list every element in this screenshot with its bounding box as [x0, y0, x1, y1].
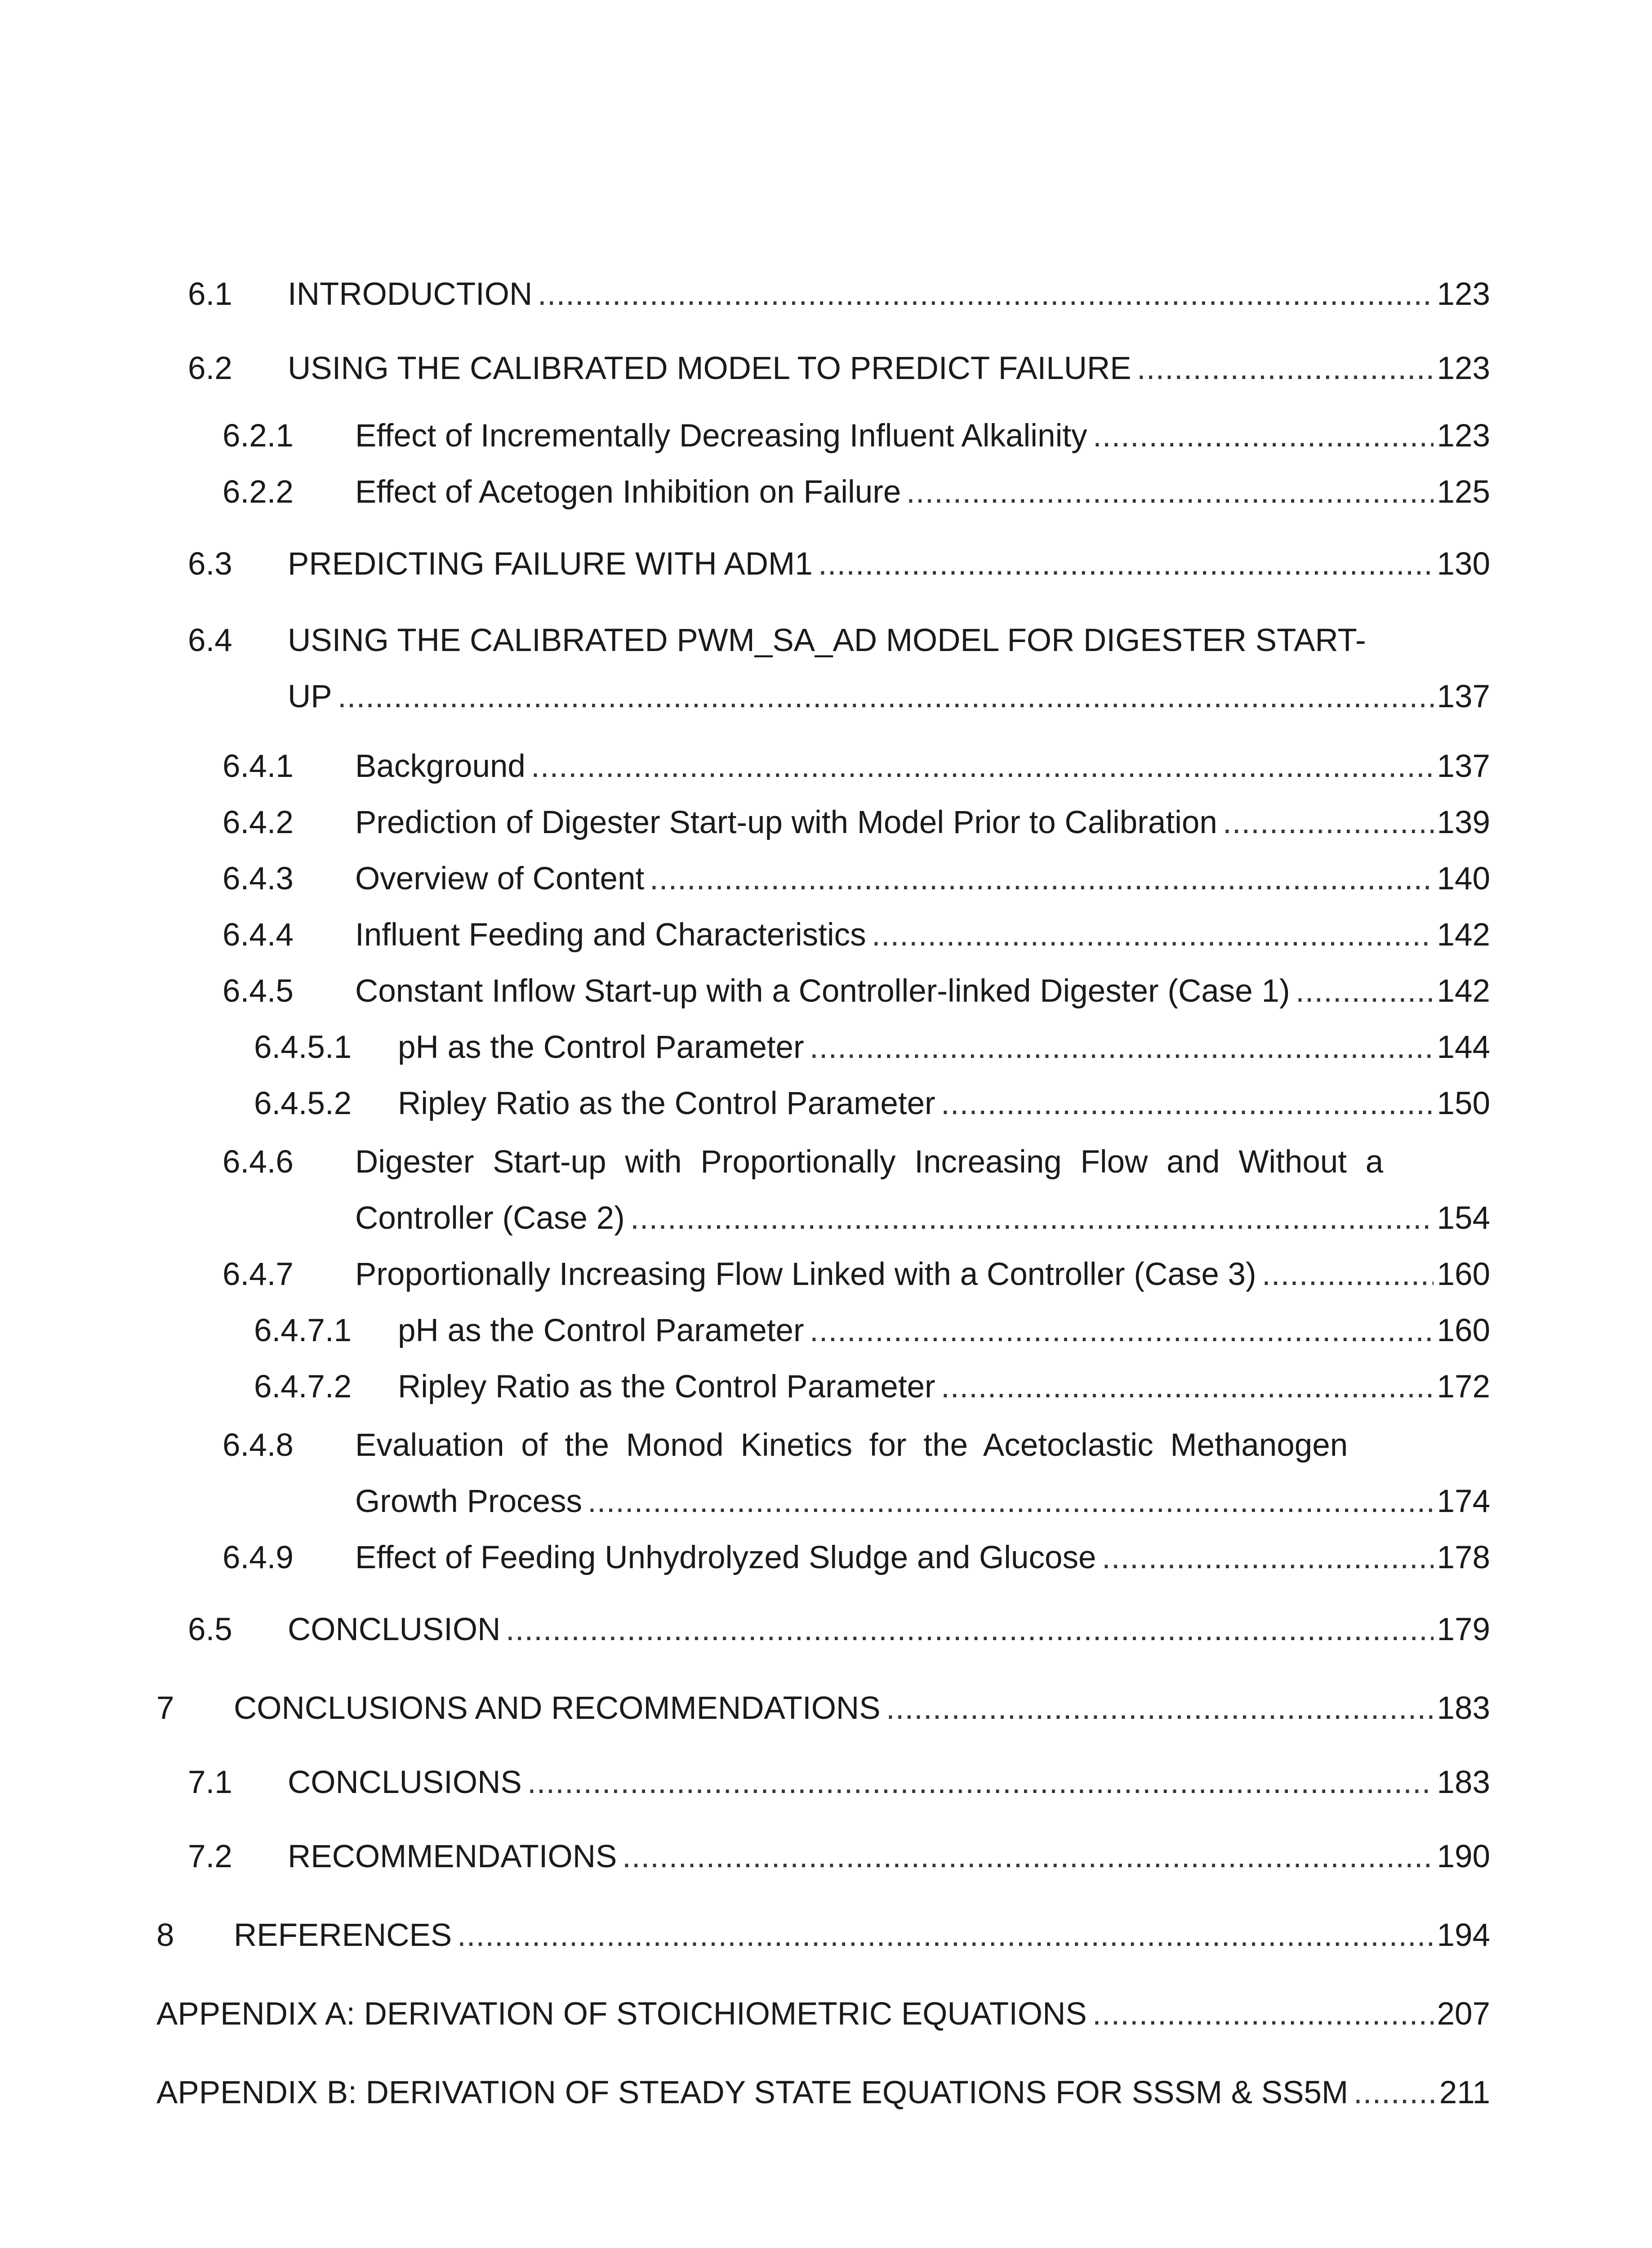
chapter-title: CONCLUSIONS AND RECOMMENDATIONS: [234, 1690, 881, 1726]
leader-dots: [531, 742, 1434, 791]
toc-entry[interactable]: [0, 468, 1652, 517]
leader-dots: [622, 1832, 1434, 1882]
leader-dots: [1102, 1533, 1434, 1583]
page-number: 137: [1437, 749, 1490, 784]
page-number: 150: [1437, 1086, 1490, 1121]
section-title: INTRODUCTION: [288, 277, 533, 312]
section-number: 6.2.1: [223, 418, 294, 454]
toc-entry[interactable]: [0, 1533, 1652, 1583]
section-title: Effect of Feeding Unhydrolyzed Sludge and Glucose: [355, 1540, 1096, 1575]
section-number: 6.2: [188, 351, 232, 386]
section-title: Effect of Incrementally Decreasing Influent Alkalinity: [355, 418, 1087, 454]
page-number: 154: [1437, 1200, 1490, 1236]
section-number: 6.4.5.2: [254, 1086, 352, 1121]
section-title: pH as the Control Parameter: [398, 1313, 804, 1348]
section-number: 6.4.2: [223, 805, 294, 840]
section-number: 6.2.2: [223, 474, 294, 510]
toc-entry[interactable]: [0, 1605, 1652, 1655]
section-number: 6.5: [188, 1612, 232, 1647]
page-number: 160: [1437, 1313, 1490, 1348]
appendix-title: APPENDIX A: DERIVATION OF STOICHIOMETRIC EQUATIONS: [156, 1996, 1087, 2032]
leader-dots: [538, 270, 1434, 319]
toc-entry[interactable]: [0, 1306, 1652, 1356]
toc-entry[interactable]: [0, 1079, 1652, 1128]
leader-dots: [457, 1911, 1434, 1960]
leader-dots: [872, 910, 1434, 960]
toc-entry[interactable]: [0, 1684, 1652, 1733]
section-title: Effect of Acetogen Inhibition on Failure: [355, 474, 901, 510]
section-title: Background: [355, 749, 525, 784]
leader-dots: [588, 1477, 1434, 1526]
section-title: Overview of Content: [355, 861, 645, 897]
toc-entry[interactable]: [0, 1911, 1652, 1960]
page-number: 123: [1437, 277, 1490, 312]
page-number: 144: [1437, 1030, 1490, 1065]
section-number: 6.4: [188, 623, 232, 658]
section-number: 6.4.7.1: [254, 1313, 352, 1348]
page-number: 172: [1437, 1369, 1490, 1405]
leader-dots: [1137, 344, 1434, 393]
toc-entry[interactable]: [0, 910, 1652, 960]
toc-entry-continuation[interactable]: [0, 672, 1652, 722]
page-number: 142: [1437, 917, 1490, 953]
toc-entry[interactable]: [0, 270, 1652, 319]
page-number: 190: [1437, 1839, 1490, 1874]
toc-entry-continuation[interactable]: [0, 1194, 1652, 1243]
section-title-line1: Evaluation of the Monod Kinetics for the Acetoclastic Methanogen: [355, 1427, 1348, 1463]
section-number: 6.4.4: [223, 917, 294, 953]
page-number: 194: [1437, 1918, 1490, 1953]
toc-entry[interactable]: [0, 1832, 1652, 1882]
toc-entry[interactable]: [0, 1250, 1652, 1299]
section-number: 6.4.5.1: [254, 1030, 352, 1065]
section-title-line1: Digester Start-up with Proportionally Increasing Flow and Without a: [355, 1144, 1384, 1180]
page-number: 179: [1437, 1612, 1490, 1647]
toc-entry[interactable]: [0, 854, 1652, 904]
page-number: 207: [1437, 1996, 1490, 2032]
section-title-line1: USING THE CALIBRATED PWM_SA_AD MODEL FOR DIGESTER START-: [288, 623, 1366, 658]
page-number: 125: [1437, 474, 1490, 510]
page-number: 139: [1437, 805, 1490, 840]
leader-dots: [1092, 1989, 1434, 2039]
section-title: Prediction of Digester Start-up with Model Prior to Calibration: [355, 805, 1217, 840]
appendix-title: APPENDIX B: DERIVATION OF STEADY STATE EQUATIONS FOR SSSM & SS5M: [156, 2075, 1349, 2110]
section-number: 6.4.6: [223, 1144, 294, 1180]
section-title: Ripley Ratio as the Control Parameter: [398, 1086, 935, 1121]
toc-entry[interactable]: [0, 798, 1652, 847]
section-number: 6.1: [188, 277, 232, 312]
leader-dots: [1223, 798, 1434, 847]
page-number: 123: [1437, 418, 1490, 454]
leader-dots: [650, 854, 1434, 904]
section-title: Proportionally Increasing Flow Linked with a Controller (Case 3): [355, 1257, 1256, 1292]
toc-entry[interactable]: [0, 967, 1652, 1016]
toc-entry[interactable]: [0, 1421, 1652, 1470]
toc-entry[interactable]: [0, 1758, 1652, 1807]
section-number: 7.1: [188, 1765, 232, 1800]
section-title: Ripley Ratio as the Control Parameter: [398, 1369, 935, 1405]
section-title: RECOMMENDATIONS: [288, 1839, 617, 1874]
leader-dots: [1262, 1250, 1434, 1299]
section-number: 6.4.8: [223, 1427, 294, 1463]
toc-entry[interactable]: [0, 344, 1652, 393]
section-number: 6.4.7: [223, 1257, 294, 1292]
chapter-title: REFERENCES: [234, 1918, 452, 1953]
page-number: 137: [1437, 679, 1490, 714]
page-number: 140: [1437, 861, 1490, 897]
page-number: 123: [1437, 351, 1490, 386]
leader-dots: [810, 1023, 1434, 1072]
section-title: pH as the Control Parameter: [398, 1030, 804, 1065]
section-title: Influent Feeding and Characteristics: [355, 917, 866, 953]
toc-entry[interactable]: [0, 1137, 1652, 1187]
page-number: 211: [1439, 2075, 1490, 2110]
section-title: PREDICTING FAILURE WITH ADM1: [288, 546, 813, 582]
section-title: USING THE CALIBRATED MODEL TO PREDICT FAILURE: [288, 351, 1131, 386]
page-number: 130: [1437, 546, 1490, 582]
section-number: 6.4.9: [223, 1540, 294, 1575]
toc-entry[interactable]: [0, 1362, 1652, 1412]
toc-entry[interactable]: [0, 616, 1652, 665]
page-number: 183: [1437, 1765, 1490, 1800]
leader-dots: [941, 1079, 1434, 1128]
toc-entry[interactable]: [0, 2068, 1652, 2118]
section-title: CONCLUSIONS: [288, 1765, 522, 1800]
section-number: 6.4.1: [223, 749, 294, 784]
toc-entry[interactable]: [0, 742, 1652, 791]
section-title: Constant Inflow Start-up with a Controller-linked Digester (Case 1): [355, 973, 1290, 1009]
toc-entry[interactable]: [0, 540, 1652, 589]
section-title: CONCLUSION: [288, 1612, 501, 1647]
page-number: 142: [1437, 973, 1490, 1009]
leader-dots: [506, 1605, 1434, 1655]
leader-dots: [818, 540, 1434, 589]
leader-dots: [941, 1362, 1434, 1412]
section-number: 6.4.3: [223, 861, 294, 897]
page-number: 178: [1437, 1540, 1490, 1575]
leader-dots: [338, 672, 1434, 722]
chapter-number: 8: [156, 1918, 174, 1953]
leader-dots: [1093, 411, 1434, 461]
section-number: 7.2: [188, 1839, 232, 1874]
leader-dots: [1354, 2068, 1436, 2118]
leader-dots: [1296, 967, 1434, 1016]
toc-entry[interactable]: [0, 1989, 1652, 2039]
leader-dots: [906, 468, 1434, 517]
toc-entry[interactable]: [0, 411, 1652, 461]
section-title-line2: Growth Process: [355, 1484, 583, 1519]
section-number: 6.4.7.2: [254, 1369, 352, 1405]
leader-dots: [810, 1306, 1434, 1356]
leader-dots: [527, 1758, 1434, 1807]
section-title-line2: Controller (Case 2): [355, 1200, 625, 1236]
chapter-number: 7: [156, 1690, 174, 1726]
page-number: 174: [1437, 1484, 1490, 1519]
section-title-line2: UP: [288, 679, 332, 714]
page-number: 183: [1437, 1690, 1490, 1726]
leader-dots: [630, 1194, 1434, 1243]
toc-entry-continuation[interactable]: [0, 1477, 1652, 1526]
page-number: 160: [1437, 1257, 1490, 1292]
section-number: 6.4.5: [223, 973, 294, 1009]
toc-entry[interactable]: [0, 1023, 1652, 1072]
leader-dots: [886, 1684, 1434, 1733]
section-number: 6.3: [188, 546, 232, 582]
